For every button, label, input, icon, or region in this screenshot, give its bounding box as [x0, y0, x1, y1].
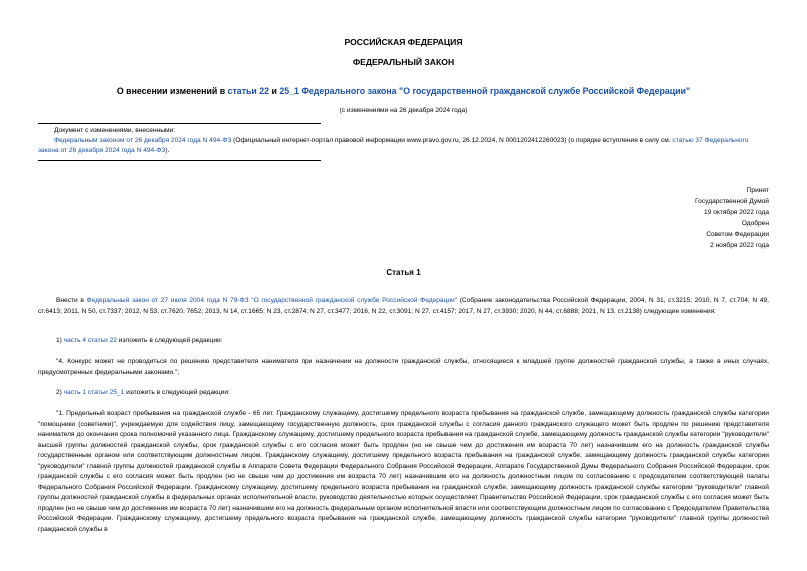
title-prefix: О внесении изменений в [116, 86, 228, 96]
publication-info: (Официальный интернет-портал правовой информации www.pravo.gov.ru, 26.12.2024, N 0001202412260023) (о порядке вступления в силу см. [231, 137, 673, 144]
part-4-article-22-link[interactable]: часть 4 статьи 22 [63, 337, 117, 344]
item-1-number: 1) [56, 337, 64, 344]
intro-prefix: Внести в [56, 297, 87, 304]
article-heading: Статья 1 [386, 268, 421, 277]
quote-2: "1. Предельный возраст пребывания на гражданской службе - 65 лет. Гражданскому служащему, достигшему предельного возраста пребывания на гражданской службе, замещающему должность гражданской службы категории "помощники (советники)", учреждаемую для содействия лицу, замещающему государственную должность, срок гражданской службы с согласия данного гражданского служащего может быть продлен по решению представителя нанимателя до окончания срока полномочий указанного лица. Гражданскому служащему, достигшему предельного возраста пребывания на гражданской службе, замещающему должность гражданской службы категории "руководители" высшей группы должностей гражданской службы, срок гражданской службы с его согласия может быть продлен (но не свыше чем до достижения им возраста 70 лет) назначившим его на должность гражданской службы государственным органом или соответствующим должностным лицом. Гражданскому служащему, достигшему предельного возраста пребывания на гражданской службе, замещающему должность гражданской службы категории "руководители" главной группы должностей гражданской службы в Аппарате Совета Федерации Федерального Собрания Российской Федерации, Аппарате Государственной Думы Федерального Собрания Российской Федерации, срок гражданской службы с его согласия может быть продлен (но не свыше чем до достижения им возраста 70 лет) назначившим его на должность должностным лицом по согласованию с председателем соответствующей палаты Федерального Собрания Российской Федерации. Гражданскому служащему, достигшему предельного возраста пребывания на гражданской службе, замещающему должность гражданской службы категории "руководители" главной группы должностей гражданской службы в федеральных органах исполнительной власти, руководство деятельностью которых осуществляет Правительство Российской Федерации, срок гражданской службы с его согласия может быть продлен (но не свыше чем до достижения им возраста 70 лет) назначившим его на должность федеральным органом исполнительной власти или соответствующим должностным лицом по согласованию с Председателем Правительства Российской Федерации. Гражданскому служащему, достигшему предельного возраста пребывания на гражданской службе, замещающему должность гражданской службы категории "руководители" главной группы должностей гражданской службы в [38, 410, 769, 533]
item-1 [38, 336, 769, 347]
entry-into-force-link[interactable]: статью 37 Федерального закона от 26 декабря 2024 года N 494-ФЗ [38, 137, 749, 154]
quote-1: "4. Конкурс может не проводиться по решению представителя нанимателя при назначении на должности гражданской службы, относящиеся к младшей группе должностей гражданской службы, а также в иных случаях, предусмотренных федеральными законами."; [38, 358, 769, 376]
item-2 [38, 388, 769, 399]
doc-changes-text [38, 136, 769, 156]
law-type-heading: ФЕДЕРАЛЬНЫЙ ЗАКОН [352, 57, 455, 67]
title-link-article-22[interactable]: статьи 22 [227, 86, 270, 96]
intro-text: (Собрание законодательства Российской Федерации, 2004, N 31, ст.3215; 2010, N 7, ст.704; N 49, ст.6413; 2011, N 50, ст.7337; 2012, N 53, ст.7620, 7652; 2013, N 14, ст.1665; N 23, ст.2874; N 27, ст.3477; 2016, N 22, ст.3091; N 27, ст.4157; 2017, N 27, ст.3930; 2020, N 44, ст.6888; 2021, N 13, ст.2138) следующие изменения: [38, 297, 770, 315]
approved-date: 2 ноября 2022 года [710, 242, 769, 249]
item-2-number: 2) [56, 389, 64, 396]
title-link-article-25-1[interactable]: 25_1 Федерального закона "О государственной гражданской службе Российской Федерации" [279, 86, 691, 96]
document-title [0, 86, 807, 96]
approved-label: Одобрен [741, 220, 769, 227]
bottom-divider [38, 160, 321, 161]
doc-changes-end: ). [165, 147, 170, 154]
accepted-label: Принят [746, 187, 769, 194]
top-divider [38, 123, 321, 124]
document-subtitle: (с изменениями на 26 декабря 2024 года) [339, 107, 468, 114]
title-and: и [269, 86, 280, 96]
accepted-date: 19 октября 2022 года [704, 209, 769, 216]
adoption-block [569, 185, 769, 251]
part-1-article-25-1-link[interactable]: часть 1 статьи 25_1 [63, 389, 125, 396]
doc-changes-block [38, 126, 769, 156]
article-intro [38, 296, 769, 317]
approved-by: Советом Федерации [706, 231, 769, 238]
doc-changes-label: Документ с изменениями, внесенными: [54, 127, 176, 134]
country-heading: РОССИЙСКАЯ ФЕДЕРАЦИЯ [344, 37, 463, 47]
item-2-text: изложить в следующей редакции: [124, 389, 230, 396]
accepted-by: Государственной Думой [695, 198, 769, 205]
federal-law-79-link[interactable]: Федеральный закон от 27 июля 2004 года N 79-ФЗ "О государственной гражданской службе Российской Федерации" [86, 297, 458, 304]
item-1-text: изложить в следующей редакции: [116, 337, 223, 344]
amending-law-link[interactable]: Федеральным законом от 26 декабря 2024 года N 494-ФЗ [54, 137, 232, 144]
